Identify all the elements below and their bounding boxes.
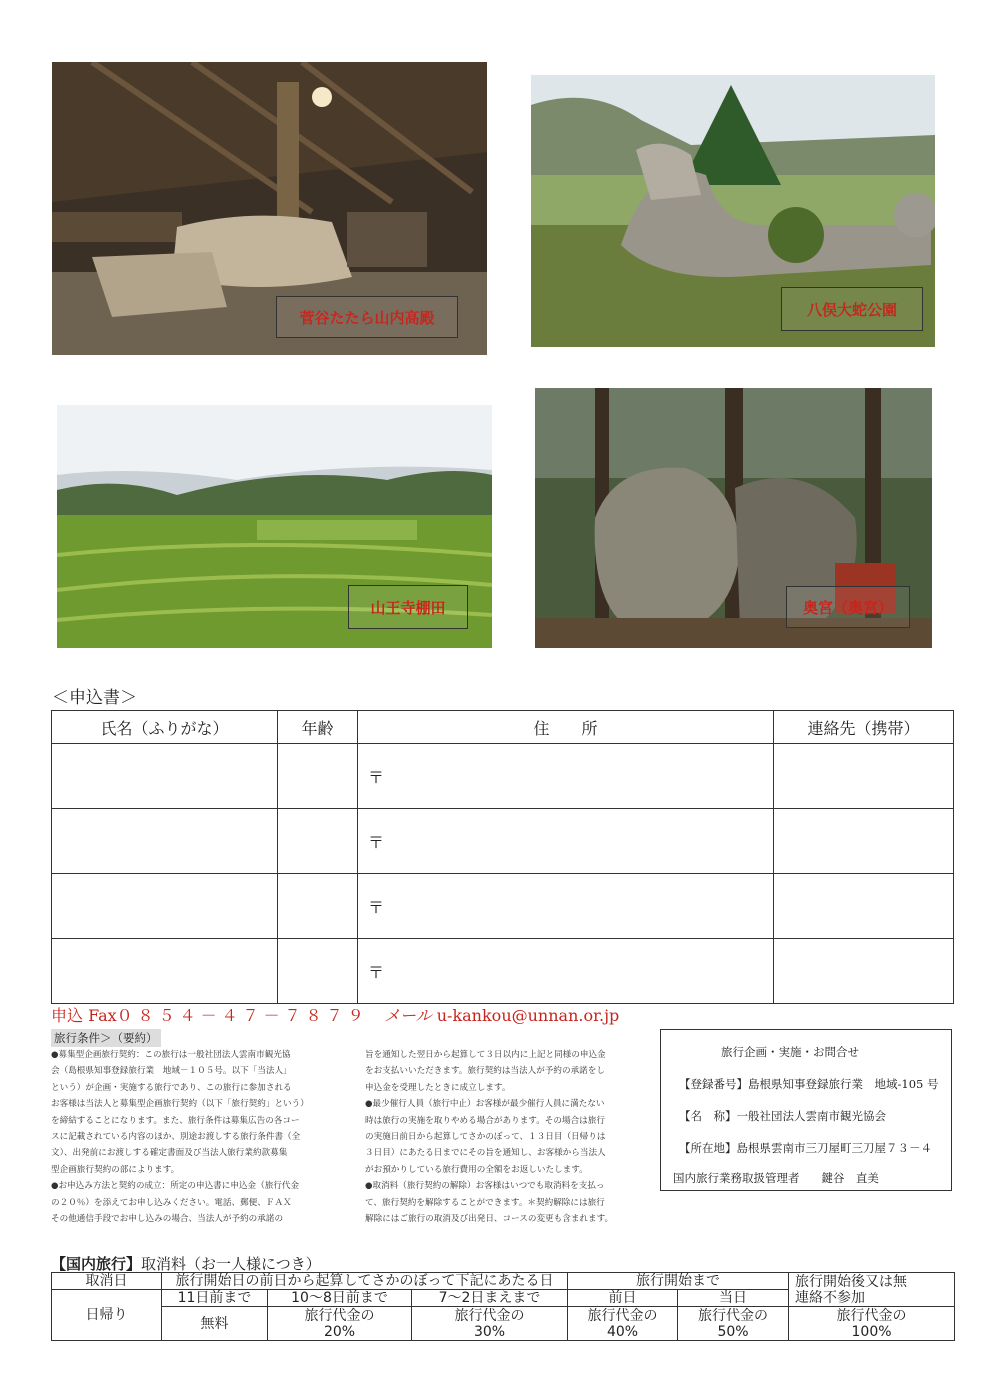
table-row xyxy=(52,874,954,939)
header-age: 年齢 xyxy=(278,711,358,744)
age-field[interactable] xyxy=(278,809,358,874)
address-value: 島根県雲南市三刀屋町三刀屋７３－４ xyxy=(736,1141,932,1155)
terms-line: 申込金を受理したときに成立します。 xyxy=(365,1082,511,1093)
fee-prefix: 旅行代金の xyxy=(587,1307,658,1324)
fee-cell xyxy=(412,1307,568,1341)
fee-value: 50% xyxy=(717,1323,749,1340)
postal-mark: 〒 xyxy=(368,962,385,982)
header-name: 氏名（ふりがな） xyxy=(52,711,278,744)
name-field[interactable] xyxy=(52,939,278,1004)
fee-cell xyxy=(789,1307,955,1341)
age-field[interactable] xyxy=(278,744,358,809)
terms-line: ●募集型企画旅行契約：この旅行は一般社団法人雲南市観光協 xyxy=(51,1050,291,1060)
header-address: 住 所 xyxy=(358,711,774,744)
terms-line: お客様は当法人と募集型企画旅行契約（以下「旅行契約」という） xyxy=(51,1099,309,1110)
header-after-start-line: 連絡不参加 xyxy=(795,1289,866,1306)
organizer-box xyxy=(660,1029,952,1191)
fee-prefix: 旅行代金の xyxy=(836,1307,907,1324)
manager-label: 国内旅行業務取扱管理者 xyxy=(673,1171,800,1185)
phone-field[interactable] xyxy=(774,744,954,809)
fee-prefix: 旅行代金の xyxy=(304,1307,375,1324)
fee-prefix: 旅行代金の xyxy=(454,1307,525,1324)
registration-line xyxy=(679,1076,939,1092)
fee-value-row xyxy=(52,1307,955,1341)
table-row xyxy=(52,809,954,874)
table-row xyxy=(52,744,954,809)
phone-field[interactable] xyxy=(774,939,954,1004)
address-field[interactable] xyxy=(358,744,774,809)
terms-line: の実施日前日から起算してさかのぼって、１３日目（日帰りは xyxy=(365,1132,606,1143)
terms-line: て、旅行契約を解除することができます。＊契約解除には旅行 xyxy=(365,1197,605,1208)
terms-line: がお預かりしている旅行費用の全額をお返しいたします。 xyxy=(365,1164,588,1175)
contact-line xyxy=(51,1003,619,1026)
phone-field[interactable] xyxy=(774,809,954,874)
terms-line: を締結することになります。また、旅行条件は募集広告の各コー xyxy=(51,1115,300,1126)
fee-cell xyxy=(568,1307,678,1341)
terms-line: という）が企画・実施する旅行であり、この旅行に参加される xyxy=(51,1082,292,1093)
name-field[interactable] xyxy=(52,744,278,809)
address-field[interactable] xyxy=(358,809,774,874)
address-label: 【所在地】 xyxy=(679,1141,737,1155)
manager-line xyxy=(673,1170,879,1186)
postal-mark: 〒 xyxy=(368,897,385,917)
domestic-travel-label: 【国内旅行】 xyxy=(51,1255,142,1273)
header-after-start-line: 旅行開始後又は無 xyxy=(795,1273,908,1290)
table-header-row xyxy=(52,711,954,744)
period-11-days: 11日前まで xyxy=(162,1290,268,1307)
age-field[interactable] xyxy=(278,874,358,939)
address-field[interactable] xyxy=(358,874,774,939)
fee-value: 100% xyxy=(851,1323,892,1340)
application-table xyxy=(51,710,954,1004)
cancellation-heading: 取消料（お一人様につき） xyxy=(141,1255,321,1273)
terms-column-2 xyxy=(365,1047,650,1227)
terms-heading: 旅行条件＞（要約） xyxy=(51,1029,161,1047)
fax-number: ０８５４－４７－７８７９ xyxy=(116,1006,369,1025)
name-field[interactable] xyxy=(52,809,278,874)
terms-line: 時は旅行の実施を取りやめる場合があります。その場合は旅行 xyxy=(365,1115,605,1126)
terms-line: その他通信手段でお申し込みの場合、当法人が予約の承諾の xyxy=(51,1214,284,1225)
terms-line: ●最少催行人員（旅行中止）お客様が最少催行人員に満たない xyxy=(365,1099,605,1110)
fax-label: 申込 Fax xyxy=(51,1006,117,1025)
address-field[interactable] xyxy=(358,939,774,1004)
fee-header-row xyxy=(52,1273,955,1290)
header-cancel-day: 取消日 xyxy=(52,1273,162,1290)
terms-line: ３日目）にあたる日までにその旨を通知し、お客様から当法人 xyxy=(365,1148,606,1159)
fee-cell xyxy=(268,1307,412,1341)
age-field[interactable] xyxy=(278,939,358,1004)
cancellation-table xyxy=(51,1272,955,1341)
fee-free: 無料 xyxy=(162,1307,268,1341)
terms-line: ●お申込み方法と契約の成立：所定の申込書に申込金（旅行代金 xyxy=(51,1181,300,1192)
header-contact: 連絡先（携帯） xyxy=(774,711,954,744)
period-same-day: 当日 xyxy=(678,1290,789,1307)
photo-caption: 菅谷たたら山内高殿 xyxy=(276,296,458,338)
organization-value: 一般社団法人雲南市観光協会 xyxy=(736,1109,886,1123)
organization-line xyxy=(679,1108,886,1124)
terms-line: ●取消料（旅行契約の解除）お客様はいつでも取消料を支払っ xyxy=(365,1181,605,1192)
header-after-start xyxy=(789,1273,955,1307)
fee-value: 30% xyxy=(473,1323,506,1340)
application-title: ＜申込書＞ xyxy=(52,688,137,708)
manager-name: 鍵谷 直美 xyxy=(821,1171,879,1185)
header-period: 旅行開始日の前日から起算してさかのぼって下記にあたる日 xyxy=(162,1273,568,1290)
terms-line: をお支払いいただきます。旅行契約は当法人が予約の承諾をし xyxy=(365,1066,605,1077)
name-field[interactable] xyxy=(52,874,278,939)
terms-line: スに記載されている内容のほか、別途お渡しする旅行条件書（全 xyxy=(51,1132,301,1143)
address-line xyxy=(679,1140,932,1156)
postal-mark: 〒 xyxy=(368,767,385,787)
fee-prefix: 旅行代金の xyxy=(698,1307,769,1324)
organization-label: 【名 称】 xyxy=(679,1109,737,1123)
fee-value: 20% xyxy=(323,1323,356,1340)
terms-line: 会（島根県知事登録旅行業 地域－１０５号。以下「当法人」 xyxy=(51,1066,292,1077)
terms-column-1 xyxy=(51,1047,351,1227)
photo-caption: 山王寺棚田 xyxy=(348,585,468,629)
fee-value: 40% xyxy=(606,1323,639,1340)
table-row xyxy=(52,939,954,1004)
organizer-title: 旅行企画・実施・お問合せ xyxy=(721,1045,859,1059)
terms-line: の２０％）を添えてお申し込みください。電話、郵便、ＦＡＸ xyxy=(51,1197,292,1208)
period-day-before: 前日 xyxy=(568,1290,678,1307)
photo-caption: 奥宮（奥宮） xyxy=(786,586,910,628)
registration-label: 【登録番号】 xyxy=(679,1077,748,1091)
photo-caption: 八俣大蛇公園 xyxy=(781,287,923,331)
fee-cell xyxy=(678,1307,789,1341)
terms-line: 型企画旅行契約の部によります。 xyxy=(51,1164,180,1175)
header-before-start: 旅行開始まで xyxy=(568,1273,789,1290)
period-10-8-days: 10～8日前まで xyxy=(268,1290,412,1307)
phone-field[interactable] xyxy=(774,874,954,939)
period-7-2-days: 7～2日まえまで xyxy=(412,1290,568,1307)
email-link[interactable]: u-kankou@unnan.or.jp xyxy=(436,1006,620,1025)
cancellation-title xyxy=(51,1253,321,1274)
terms-line: 文）、出発前にお渡しする確定書面及び当法人旅行業約款募集 xyxy=(51,1148,288,1159)
day-trip-label: 日帰り xyxy=(52,1290,162,1341)
registration-value: 島根県知事登録旅行業 地域-105 号 xyxy=(748,1077,939,1091)
terms-line: 旨を通知した翌日から起算して３日以内に上記と同様の申込金 xyxy=(365,1050,606,1060)
terms-line: 解除にはご旅行の取消及び出発日、コースの変更も含まれます。 xyxy=(365,1214,614,1225)
postal-mark: 〒 xyxy=(368,832,385,852)
mail-label: メール xyxy=(383,1006,432,1025)
